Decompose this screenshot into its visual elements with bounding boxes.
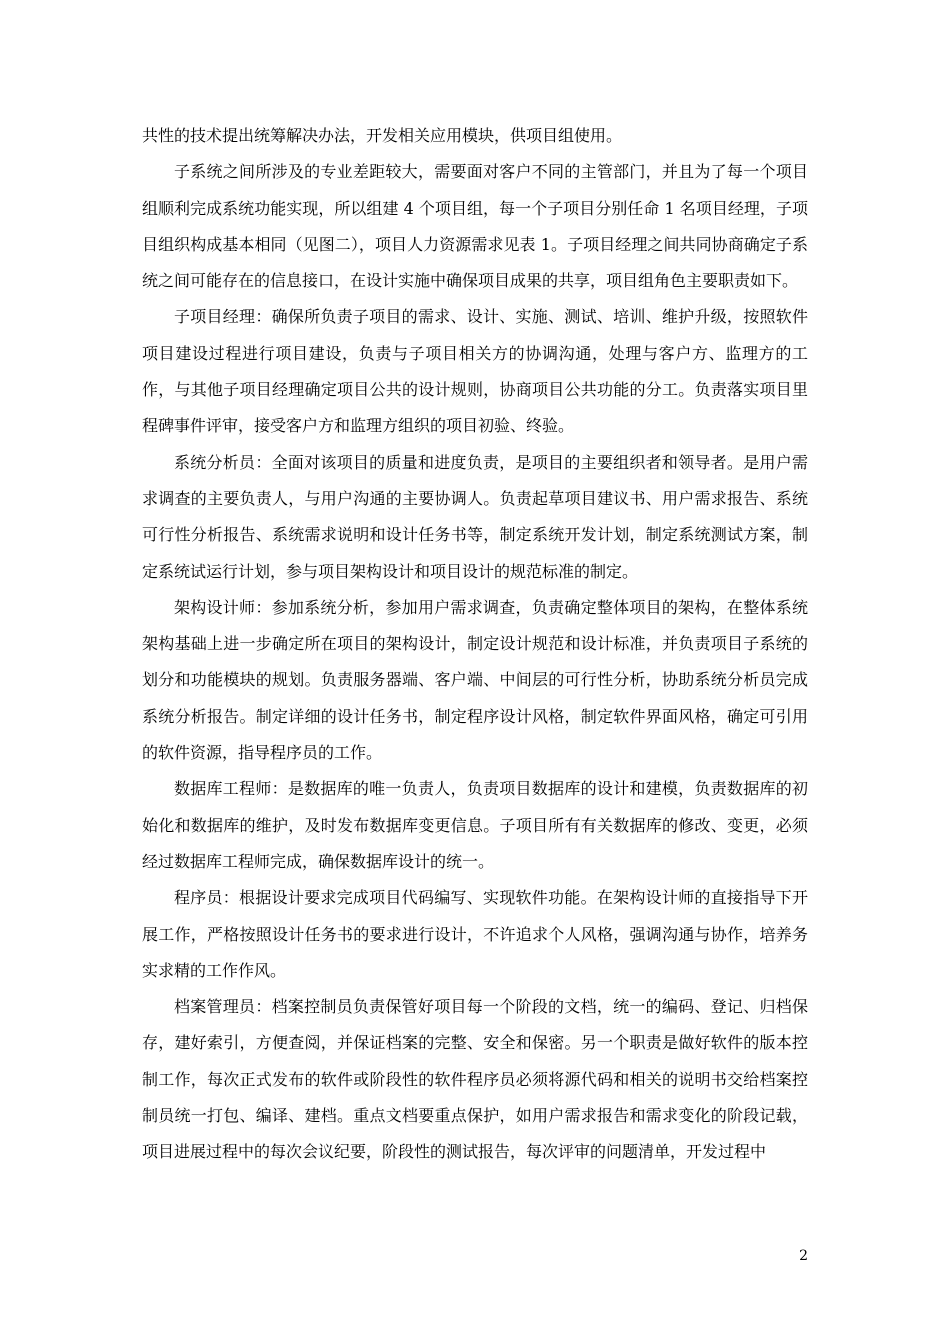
- paragraph-archive-manager: 档案管理员：档案控制员负责保管好项目每一个阶段的文档，统一的编码、登记、归档保存，建好索引，方便查阅，并保证档案的完整、安全和保密。另一个职责是做好软件的版本控制工作，每次正式发布的软件或阶段性的软件程序员必须将源代码和相关的说明书交给档案控制员统一打包、编译、建档。重点文档要重点保护，如用户需求报告和需求变化的阶段记载，项目进展过程中的每次会议纪要，阶段性的测试报告，每次评审的问题清单，开发过程中: [142, 997, 808, 1162]
- paragraph-database-engineer: 数据库工程师：是数据库的唯一负责人，负责项目数据库的设计和建模，负责数据库的初始化和数据库的维护，及时发布数据库变更信息。子项目所有有关数据库的修改、变更，必须经过数据库工程师完成，确保数据库设计的统一。: [142, 779, 808, 871]
- paragraph-programmer: 程序员：根据设计要求完成项目代码编写、实现软件功能。在架构设计师的直接指导下开展工作，严格按照设计任务书的要求进行设计，不许追求个人风格，强调沟通与协作，培养务实求精的工作作风。: [142, 888, 808, 980]
- paragraph-continued: 共性的技术提出统筹解决办法，开发相关应用模块，供项目组使用。: [142, 126, 623, 145]
- paragraph-system-analyst: 系统分析员：全面对该项目的质量和进度负责，是项目的主要组织者和领导者。是用户需求调查的主要负责人，与用户沟通的主要协调人。负责起草项目建议书、用户需求报告、系统可行性分析报告、系统需求说明和设计任务书等，制定系统开发计划，制定系统测试方案，制定系统试运行计划，参与项目架构设计和项目设计的规范标准的制定。: [142, 452, 808, 581]
- paragraph-subproject-manager: 子项目经理：确保所负责子项目的需求、设计、实施、测试、培训、维护升级，按照软件项目建设过程进行项目建设，负责与子项目相关方的协调沟通，处理与客户方、监理方的工作，与其他子项目经理确定项目公共的设计规则，协商项目公共功能的分工。负责落实项目里程碑事件评审，接受客户方和监理方组织的项目初验、终验。: [142, 307, 808, 436]
- page-number: 2: [799, 1248, 808, 1264]
- paragraph-architect: 架构设计师：参加系统分析，参加用户需求调查，负责确定整体项目的架构，在整体系统架构基础上进一步确定所在项目的架构设计，制定设计规范和设计标准，并负责项目子系统的划分和功能模块的规划。负责服务器端、客户端、中间层的可行性分析，协助系统分析员完成系统分析报告。制定详细的设计任务书，制定程序设计风格，制定软件界面风格，确定可引用的软件资源，指导程序员的工作。: [142, 597, 808, 763]
- document-body: [142, 118, 808, 1171]
- paragraph-subsystem-overview: 子系统之间所涉及的专业差距较大，需要面对客户不同的主管部门，并且为了每一个项目组顺利完成系统功能实现，所以组建 4 个项目组，每一个子项目分别任命 1 名项目经理，子项目组织构成基本相同（见图二），项目人力资源需求见表 1。子项目经理之间共同协商确定子系统之间可能存在的信息接口，在设计实施中确保项目成果的共享，项目组角色主要职责如下。: [142, 162, 808, 291]
